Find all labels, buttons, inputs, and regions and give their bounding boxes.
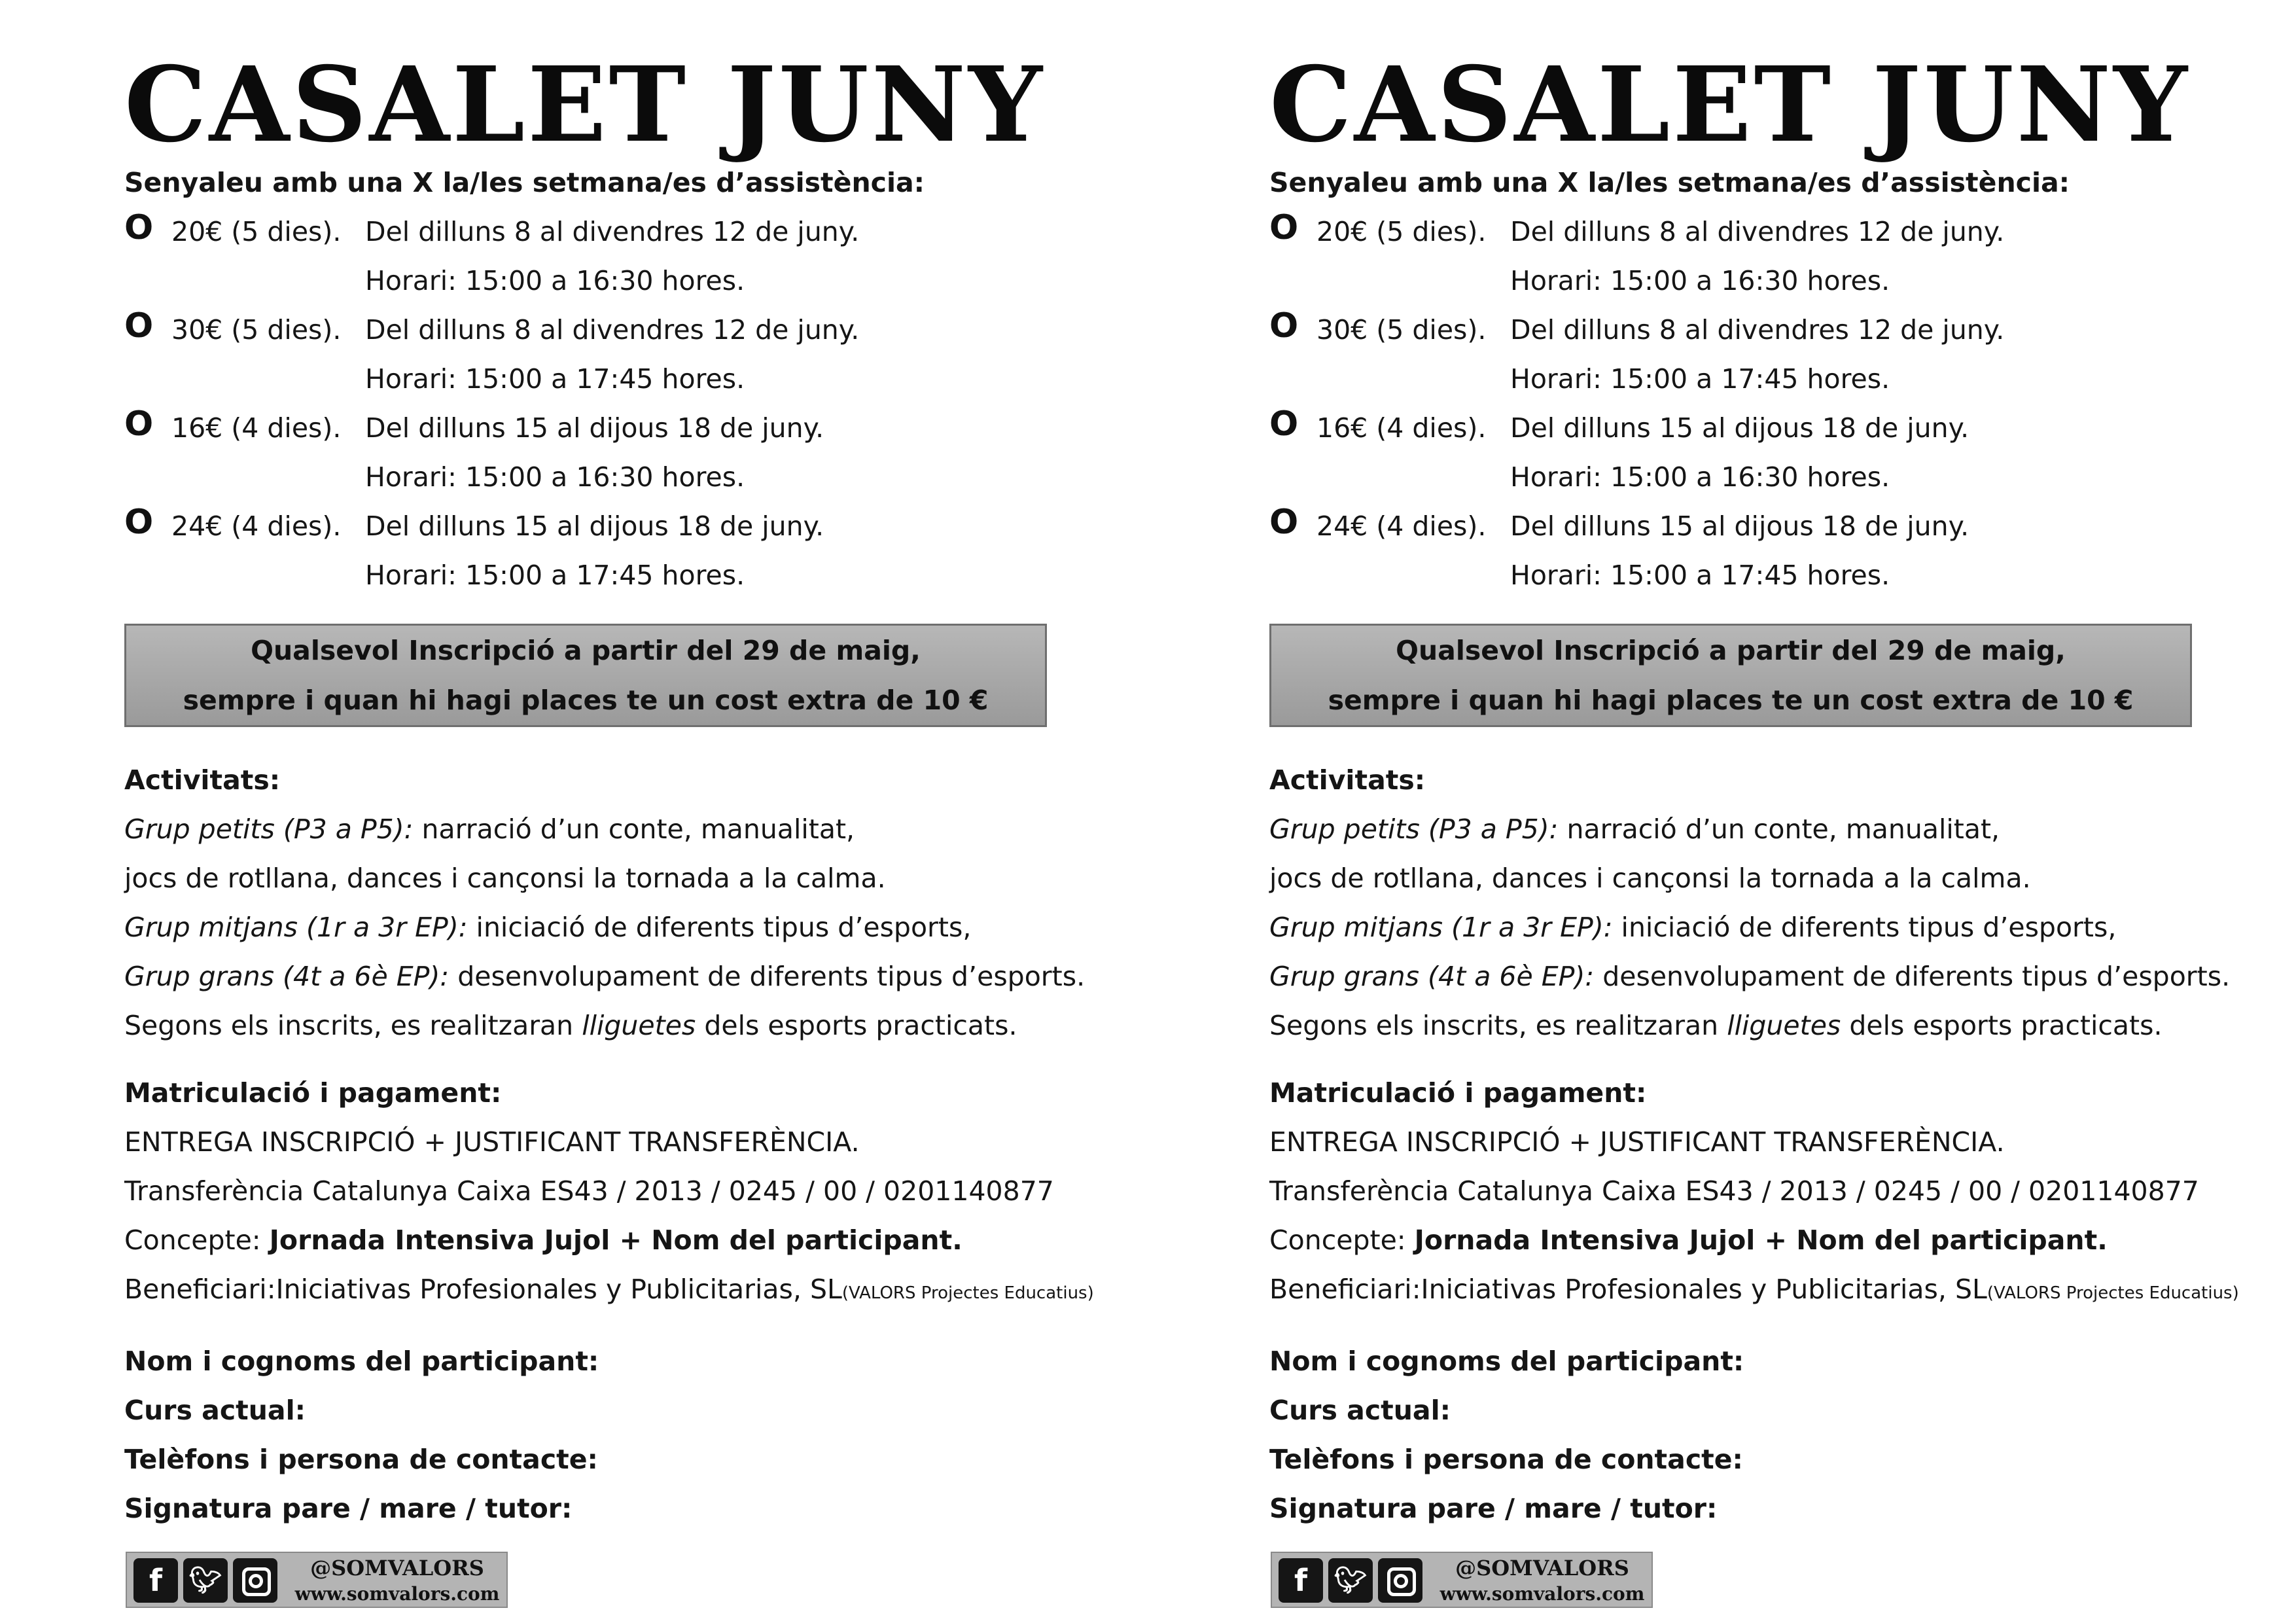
option-dates-3: Del dilluns 15 al dijous 18 de juny.	[1510, 412, 1969, 444]
activity-leagues-a: Segons els inscrits, es realitzaran	[1269, 1010, 1727, 1041]
instagram-icon[interactable]	[233, 1558, 277, 1603]
activity-leagues-c: dels esports practicats.	[696, 1010, 1017, 1041]
option-checkbox-3[interactable]: O	[124, 404, 154, 444]
activity-petits	[1269, 813, 2000, 846]
payment-beneficiary-small: (VALORS Projectes Educatius)	[841, 1283, 1094, 1303]
activities-heading: Activitats:	[124, 764, 281, 796]
notice-line-2: sempre i quan hi hagi places te un cost extra de 10 €	[1328, 685, 2134, 716]
field-contact-phones[interactable]: Telèfons i persona de contacte:	[1269, 1444, 1743, 1475]
payment-concept	[1269, 1224, 2108, 1257]
payment-beneficiary	[1269, 1274, 2239, 1306]
activity-mitjans-label: Grup mitjans (1r a 3r EP):	[124, 912, 468, 943]
flyer-right	[1269, 0, 2296, 1623]
activity-grans-label: Grup grans (4t a 6è EP):	[124, 961, 450, 992]
activity-mitjans	[124, 912, 971, 944]
activity-leagues	[1269, 1010, 2163, 1042]
field-contact-phones[interactable]: Telèfons i persona de contacte:	[124, 1444, 598, 1475]
activities-heading: Activitats:	[1269, 764, 1426, 796]
notice-line-1: Qualsevol Inscripció a partir del 29 de maig,	[1396, 635, 2066, 666]
option-price-4: 24€ (4 dies).	[1316, 510, 1487, 542]
flyer-title: CASALET JUNY	[1269, 45, 2190, 166]
payment-concept-label: Concepte:	[1269, 1224, 1415, 1256]
activity-mitjans-text: iniciació de diferents tipus d’esports,	[1612, 912, 2117, 943]
social-banner	[1271, 1552, 1653, 1608]
twitter-icon[interactable]: 🐦︎	[183, 1558, 228, 1603]
option-price-4: 24€ (4 dies).	[171, 510, 342, 542]
field-participant-name[interactable]: Nom i cognoms del participant:	[124, 1346, 599, 1377]
notice-line-2: sempre i quan hi hagi places te un cost extra de 10 €	[183, 685, 989, 716]
option-schedule-4: Horari: 15:00 a 17:45 hores.	[1510, 560, 1890, 591]
activity-grans	[1269, 961, 2230, 993]
option-price-1: 20€ (5 dies).	[1316, 216, 1487, 247]
payment-concept	[124, 1224, 963, 1257]
option-schedule-3: Horari: 15:00 a 16:30 hores.	[365, 461, 745, 493]
payment-iban: Transferència Catalunya Caixa ES43 / 2013 / 0245 / 00 / 0201140877	[124, 1175, 1054, 1207]
activity-petits-cont: jocs de rotllana, dances i cançonsi la tornada a la calma.	[124, 863, 886, 894]
option-dates-2: Del dilluns 8 al divendres 12 de juny.	[1510, 314, 2005, 346]
option-checkbox-4[interactable]: O	[124, 503, 154, 542]
option-checkbox-2[interactable]: O	[1269, 306, 1299, 346]
payment-iban: Transferència Catalunya Caixa ES43 / 2013 / 0245 / 00 / 0201140877	[1269, 1175, 2199, 1207]
instruction-text: Senyaleu amb una X la/les setmana/es d’assistència:	[1269, 167, 2070, 198]
activity-mitjans-label: Grup mitjans (1r a 3r EP):	[1269, 912, 1613, 943]
payment-beneficiary-text: Beneficiari:Iniciativas Profesionales y Publicitarias, SL	[124, 1274, 842, 1305]
website-link[interactable]: www.somvalors.com	[1439, 1583, 1645, 1605]
payment-beneficiary-text: Beneficiari:Iniciativas Profesionales y Publicitarias, SL	[1269, 1274, 1987, 1305]
option-schedule-2: Horari: 15:00 a 17:45 hores.	[1510, 363, 1890, 395]
flyer-left	[124, 0, 1250, 1623]
payment-beneficiary	[124, 1274, 1094, 1306]
field-parent-signature[interactable]: Signatura pare / mare / tutor:	[1269, 1493, 1718, 1524]
payment-heading: Matriculació i pagament:	[124, 1077, 502, 1109]
activity-grans-text: desenvolupament de diferents tipus d’esports.	[1594, 961, 2231, 992]
option-schedule-3: Horari: 15:00 a 16:30 hores.	[1510, 461, 1890, 493]
payment-concept-value: Jornada Intensiva Jujol + Nom del participant.	[269, 1224, 963, 1256]
website-link[interactable]: www.somvalors.com	[294, 1583, 500, 1605]
social-banner	[126, 1552, 508, 1608]
activity-leagues-b: lliguetes	[1727, 1010, 1841, 1041]
activity-leagues-c: dels esports practicats.	[1841, 1010, 2163, 1041]
activity-grans-label: Grup grans (4t a 6è EP):	[1269, 961, 1595, 992]
activity-leagues-a: Segons els inscrits, es realitzaran	[124, 1010, 582, 1041]
field-current-course[interactable]: Curs actual:	[1269, 1395, 1451, 1426]
activity-petits-text: narració d’un conte, manualitat,	[1558, 813, 2000, 845]
activity-leagues	[124, 1010, 1017, 1042]
option-schedule-4: Horari: 15:00 a 17:45 hores.	[365, 560, 745, 591]
option-schedule-1: Horari: 15:00 a 16:30 hores.	[365, 265, 745, 296]
flyer-title: CASALET JUNY	[124, 45, 1045, 166]
option-dates-3: Del dilluns 15 al dijous 18 de juny.	[365, 412, 824, 444]
field-parent-signature[interactable]: Signatura pare / mare / tutor:	[124, 1493, 573, 1524]
social-handle: @SOMVALORS	[310, 1556, 484, 1580]
option-price-2: 30€ (5 dies).	[171, 314, 342, 346]
payment-beneficiary-small: (VALORS Projectes Educatius)	[1987, 1283, 2239, 1303]
activity-mitjans	[1269, 912, 2116, 944]
activity-leagues-b: lliguetes	[582, 1010, 696, 1041]
payment-heading: Matriculació i pagament:	[1269, 1077, 1647, 1109]
option-checkbox-1[interactable]: O	[124, 208, 154, 247]
option-schedule-1: Horari: 15:00 a 16:30 hores.	[1510, 265, 1890, 296]
activity-petits-label: Grup petits (P3 a P5):	[1269, 813, 1559, 845]
option-checkbox-3[interactable]: O	[1269, 404, 1299, 444]
option-dates-2: Del dilluns 8 al divendres 12 de juny.	[365, 314, 860, 346]
option-dates-1: Del dilluns 8 al divendres 12 de juny.	[365, 216, 860, 247]
activity-mitjans-text: iniciació de diferents tipus d’esports,	[467, 912, 972, 943]
option-price-3: 16€ (4 dies).	[1316, 412, 1487, 444]
facebook-icon[interactable]: f	[1279, 1558, 1323, 1603]
payment-concept-label: Concepte:	[124, 1224, 270, 1256]
option-dates-4: Del dilluns 15 al dijous 18 de juny.	[1510, 510, 1969, 542]
payment-concept-value: Jornada Intensiva Jujol + Nom del participant.	[1414, 1224, 2108, 1256]
option-price-3: 16€ (4 dies).	[171, 412, 342, 444]
payment-line-1: ENTREGA INSCRIPCIÓ + JUSTIFICANT TRANSFERÈNCIA.	[1269, 1126, 2005, 1158]
option-dates-4: Del dilluns 15 al dijous 18 de juny.	[365, 510, 824, 542]
activity-grans-text: desenvolupament de diferents tipus d’esports.	[449, 961, 1086, 992]
option-schedule-2: Horari: 15:00 a 17:45 hores.	[365, 363, 745, 395]
option-checkbox-2[interactable]: O	[124, 306, 154, 346]
activity-grans	[124, 961, 1085, 993]
notice-line-1: Qualsevol Inscripció a partir del 29 de maig,	[251, 635, 921, 666]
option-price-2: 30€ (5 dies).	[1316, 314, 1487, 346]
activity-petits	[124, 813, 855, 846]
option-dates-1: Del dilluns 8 al divendres 12 de juny.	[1510, 216, 2005, 247]
option-checkbox-4[interactable]: O	[1269, 503, 1299, 542]
option-price-1: 20€ (5 dies).	[171, 216, 342, 247]
facebook-icon[interactable]: f	[133, 1558, 178, 1603]
payment-line-1: ENTREGA INSCRIPCIÓ + JUSTIFICANT TRANSFERÈNCIA.	[124, 1126, 860, 1158]
social-handle: @SOMVALORS	[1455, 1556, 1629, 1580]
twitter-icon[interactable]: 🐦︎	[1328, 1558, 1373, 1603]
field-participant-name[interactable]: Nom i cognoms del participant:	[1269, 1346, 1744, 1377]
option-checkbox-1[interactable]: O	[1269, 208, 1299, 247]
instruction-text: Senyaleu amb una X la/les setmana/es d’assistència:	[124, 167, 925, 198]
late-registration-notice	[1269, 624, 2192, 727]
field-current-course[interactable]: Curs actual:	[124, 1395, 306, 1426]
late-registration-notice	[124, 624, 1047, 727]
activity-petits-cont: jocs de rotllana, dances i cançonsi la tornada a la calma.	[1269, 863, 2031, 894]
activity-petits-text: narració d’un conte, manualitat,	[413, 813, 855, 845]
activity-petits-label: Grup petits (P3 a P5):	[124, 813, 414, 845]
instagram-icon[interactable]	[1378, 1558, 1422, 1603]
